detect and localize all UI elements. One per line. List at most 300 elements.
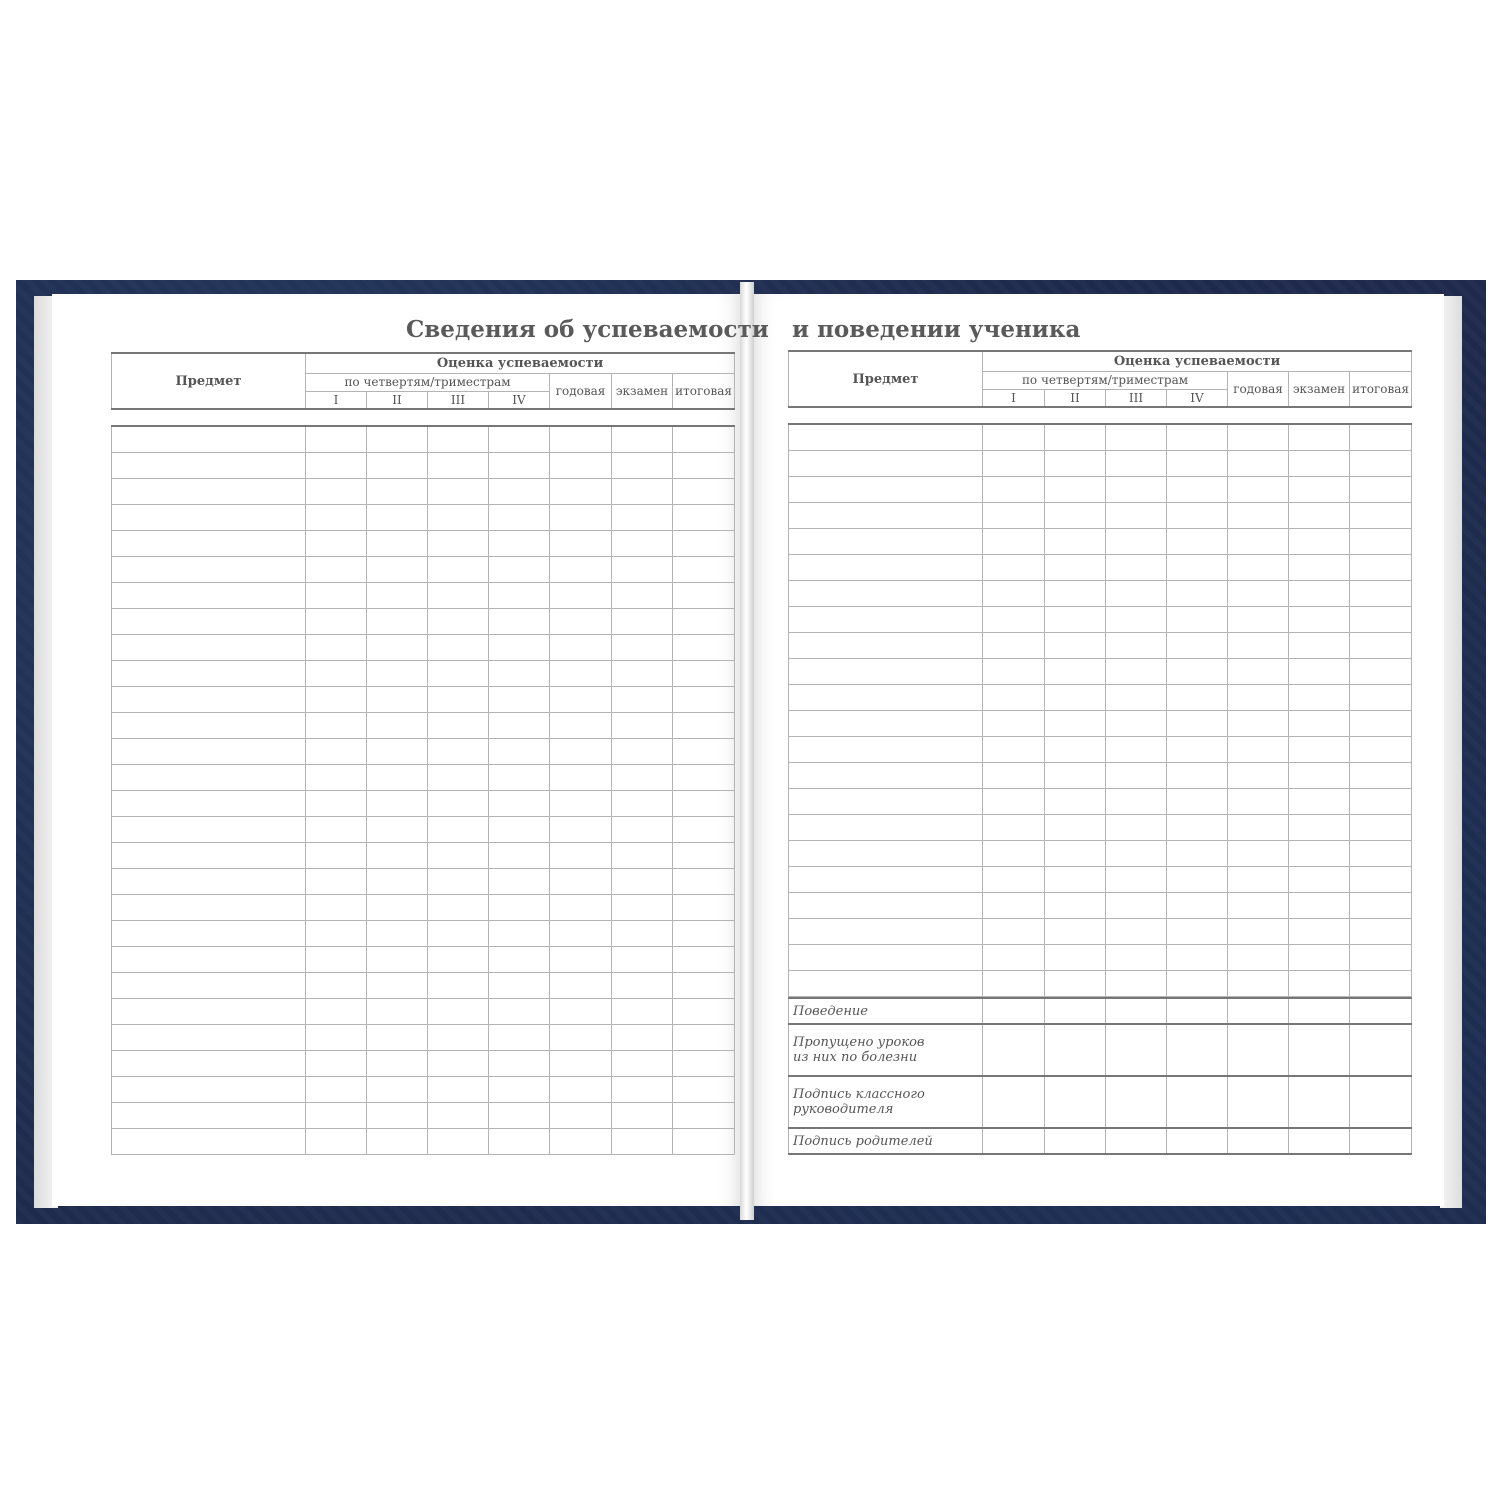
period-4-header: IV xyxy=(1167,389,1228,407)
grade-row xyxy=(112,426,735,453)
grade-cell xyxy=(1350,711,1412,737)
grade-cell xyxy=(428,505,489,531)
grade-cell xyxy=(983,529,1045,555)
grade-cell xyxy=(1167,919,1228,945)
subject-cell xyxy=(789,607,983,633)
grade-cell xyxy=(1228,737,1289,763)
grade-cell xyxy=(428,609,489,635)
grade-cell xyxy=(1289,789,1350,815)
grade-cell xyxy=(673,635,735,661)
grade-row xyxy=(112,843,735,869)
grade-cell xyxy=(550,817,612,843)
grade-cell xyxy=(1167,945,1228,971)
subject-cell xyxy=(112,1051,306,1077)
grade-cell xyxy=(428,635,489,661)
grade-cell xyxy=(1228,607,1289,633)
grade-cell xyxy=(428,583,489,609)
summary-row-missed-lessons xyxy=(789,1024,1412,1076)
grade-row xyxy=(112,765,735,791)
grade-cell xyxy=(1350,893,1412,919)
grade-row xyxy=(789,607,1412,633)
grade-cell xyxy=(1289,607,1350,633)
grade-cell xyxy=(673,687,735,713)
grade-cell xyxy=(428,557,489,583)
grade-cell xyxy=(1289,815,1350,841)
grade-cell xyxy=(489,505,550,531)
grade-cell xyxy=(673,1025,735,1051)
grade-cell xyxy=(550,843,612,869)
grade-row xyxy=(789,737,1412,763)
grade-row xyxy=(789,841,1412,867)
grade-cell xyxy=(1167,685,1228,711)
grade-cell xyxy=(306,1051,367,1077)
grade-cell xyxy=(550,713,612,739)
subject-cell xyxy=(789,424,983,451)
left-grade-grid xyxy=(111,425,735,1155)
grade-cell xyxy=(1350,555,1412,581)
grade-cell xyxy=(306,1129,367,1155)
grade-cell xyxy=(612,557,673,583)
grade-cell xyxy=(673,426,735,453)
subject-header: Предмет xyxy=(789,351,983,407)
grade-cell xyxy=(306,1077,367,1103)
period-1-header: I xyxy=(306,391,367,409)
grade-cell xyxy=(1045,893,1106,919)
grade-cell xyxy=(1106,529,1167,555)
grade-cell xyxy=(1289,685,1350,711)
grade-cell xyxy=(489,479,550,505)
grade-cell xyxy=(612,635,673,661)
grade-cell xyxy=(1045,815,1106,841)
grade-cell xyxy=(306,557,367,583)
grade-cell xyxy=(983,659,1045,685)
grade-cell xyxy=(1167,581,1228,607)
grade-cell xyxy=(612,869,673,895)
grade-cell xyxy=(612,687,673,713)
subject-cell xyxy=(112,973,306,999)
grade-cell xyxy=(612,661,673,687)
grade-row xyxy=(112,1103,735,1129)
grade-cell xyxy=(489,531,550,557)
grade-cell xyxy=(1106,815,1167,841)
grade-cell xyxy=(1228,945,1289,971)
grade-cell xyxy=(428,687,489,713)
grade-cell xyxy=(1045,841,1106,867)
period-2-header: II xyxy=(1045,389,1106,407)
grade-cell xyxy=(367,609,428,635)
grade-cell xyxy=(489,609,550,635)
grade-cell xyxy=(367,947,428,973)
grade-cell xyxy=(1350,789,1412,815)
grade-cell xyxy=(1045,451,1106,477)
grade-row xyxy=(789,477,1412,503)
right-page-title: и поведении ученика xyxy=(792,316,1081,343)
grade-cell xyxy=(489,999,550,1025)
grade-cell xyxy=(489,843,550,869)
subject-cell xyxy=(789,763,983,789)
grade-cell xyxy=(428,1025,489,1051)
grade-cell xyxy=(367,505,428,531)
grade-cell xyxy=(1350,659,1412,685)
grade-cell xyxy=(306,739,367,765)
period-3-header: III xyxy=(1106,389,1167,407)
subject-cell xyxy=(112,791,306,817)
subject-cell xyxy=(112,426,306,453)
grade-cell xyxy=(612,426,673,453)
grade-cell xyxy=(489,453,550,479)
grade-row xyxy=(112,687,735,713)
subject-cell xyxy=(112,479,306,505)
grade-cell xyxy=(1106,503,1167,529)
grade-row xyxy=(789,581,1412,607)
subject-cell xyxy=(789,711,983,737)
grade-cell xyxy=(1167,659,1228,685)
grade-cell xyxy=(367,1077,428,1103)
period-2-header: II xyxy=(367,391,428,409)
yearly-header: годовая xyxy=(550,373,612,409)
grade-row xyxy=(789,685,1412,711)
grade-cell xyxy=(612,843,673,869)
subject-cell xyxy=(112,635,306,661)
grade-row xyxy=(112,1025,735,1051)
grade-cell xyxy=(612,1077,673,1103)
grade-cell xyxy=(1228,424,1289,451)
grade-cell xyxy=(550,973,612,999)
grade-cell xyxy=(983,607,1045,633)
grade-row xyxy=(789,503,1412,529)
subject-cell xyxy=(112,453,306,479)
grade-cell xyxy=(428,843,489,869)
grade-cell xyxy=(1106,659,1167,685)
grade-cell xyxy=(1106,893,1167,919)
subject-cell xyxy=(789,789,983,815)
grade-cell xyxy=(983,789,1045,815)
grade-row xyxy=(789,763,1412,789)
grade-cell xyxy=(1350,971,1412,997)
grade-cell xyxy=(550,505,612,531)
grade-cell xyxy=(489,739,550,765)
grade-cell xyxy=(367,531,428,557)
subject-cell xyxy=(789,919,983,945)
grade-cell xyxy=(1350,841,1412,867)
grade-cell xyxy=(367,1051,428,1077)
grade-cell xyxy=(1350,815,1412,841)
grade-cell xyxy=(983,919,1045,945)
grade-row xyxy=(112,1077,735,1103)
grade-cell xyxy=(612,791,673,817)
final-header: итоговая xyxy=(673,373,735,409)
subject-cell xyxy=(789,971,983,997)
grade-cell xyxy=(673,1103,735,1129)
grade-cell xyxy=(1045,945,1106,971)
grade-cell xyxy=(306,713,367,739)
subject-cell xyxy=(112,869,306,895)
grade-cell xyxy=(428,1129,489,1155)
grade-cell xyxy=(612,1025,673,1051)
grade-cell xyxy=(1106,945,1167,971)
subject-cell xyxy=(789,659,983,685)
subject-cell xyxy=(789,555,983,581)
grade-cell xyxy=(1106,607,1167,633)
grade-cell xyxy=(367,895,428,921)
grade-cell xyxy=(367,739,428,765)
grade-cell xyxy=(1228,529,1289,555)
grade-row xyxy=(112,791,735,817)
grade-cell xyxy=(1106,477,1167,503)
grade-cell xyxy=(1289,503,1350,529)
grade-cell xyxy=(1167,555,1228,581)
grade-cell xyxy=(489,973,550,999)
grade-cell xyxy=(612,947,673,973)
grade-cell xyxy=(550,479,612,505)
grade-cell xyxy=(1045,503,1106,529)
grade-row xyxy=(789,971,1412,997)
grade-cell xyxy=(1350,424,1412,451)
grade-cell xyxy=(612,1129,673,1155)
grade-cell xyxy=(1289,633,1350,659)
subject-cell xyxy=(112,739,306,765)
grade-cell xyxy=(489,765,550,791)
grade-cell xyxy=(1167,529,1228,555)
grade-cell xyxy=(1289,763,1350,789)
grade-cell xyxy=(550,583,612,609)
grade-cell xyxy=(1228,685,1289,711)
grade-cell xyxy=(673,791,735,817)
grade-cell xyxy=(983,893,1045,919)
grade-cell xyxy=(1167,763,1228,789)
summary-label: Пропущено уроков из них по болезни xyxy=(789,1024,983,1076)
grade-cell xyxy=(489,1103,550,1129)
subject-cell xyxy=(789,867,983,893)
grade-cell xyxy=(612,999,673,1025)
grade-cell xyxy=(612,1051,673,1077)
grade-cell xyxy=(489,791,550,817)
grade-cell xyxy=(306,921,367,947)
grade-cell xyxy=(306,1025,367,1051)
grade-cell xyxy=(1167,789,1228,815)
subject-cell xyxy=(789,685,983,711)
grade-cell xyxy=(489,817,550,843)
grade-cell xyxy=(1350,607,1412,633)
grade-cell xyxy=(1106,971,1167,997)
grade-cell xyxy=(983,971,1045,997)
grade-row xyxy=(112,869,735,895)
grade-cell xyxy=(428,426,489,453)
grade-cell xyxy=(550,557,612,583)
summary-label: Поведение xyxy=(789,998,983,1024)
grade-cell xyxy=(612,1103,673,1129)
grade-cell xyxy=(612,505,673,531)
grade-group-header: Оценка успеваемости xyxy=(306,353,735,373)
grade-cell xyxy=(367,713,428,739)
grade-cell xyxy=(306,791,367,817)
grade-row xyxy=(112,635,735,661)
grade-cell xyxy=(306,453,367,479)
subject-cell xyxy=(112,609,306,635)
subject-cell xyxy=(112,843,306,869)
grade-row xyxy=(112,557,735,583)
grade-cell xyxy=(1228,867,1289,893)
subject-cell xyxy=(789,841,983,867)
right-grade-header xyxy=(788,350,1412,408)
grade-row xyxy=(112,947,735,973)
grade-row xyxy=(112,583,735,609)
right-grade-grid xyxy=(788,423,1412,997)
grade-cell xyxy=(1106,555,1167,581)
grade-cell xyxy=(673,505,735,531)
grade-cell xyxy=(673,1051,735,1077)
grade-row xyxy=(789,945,1412,971)
grade-cell xyxy=(983,737,1045,763)
grade-row xyxy=(112,531,735,557)
summary-row-parent-signature xyxy=(789,1128,1412,1154)
grade-row xyxy=(112,973,735,999)
summary-label: Подпись родителей xyxy=(789,1128,983,1154)
grade-cell xyxy=(1045,607,1106,633)
grade-cell xyxy=(428,973,489,999)
grade-cell xyxy=(1167,451,1228,477)
subject-cell xyxy=(112,817,306,843)
grade-cell xyxy=(367,426,428,453)
grade-cell xyxy=(1167,633,1228,659)
grade-cell xyxy=(550,895,612,921)
subject-cell xyxy=(112,687,306,713)
grade-cell xyxy=(983,451,1045,477)
grade-cell xyxy=(673,765,735,791)
left-page-title: Сведения об успеваемости xyxy=(406,316,769,343)
grade-row xyxy=(789,919,1412,945)
grade-cell xyxy=(550,947,612,973)
grade-cell xyxy=(1228,659,1289,685)
grade-cell xyxy=(1167,424,1228,451)
grade-cell xyxy=(489,635,550,661)
grade-cell xyxy=(1228,893,1289,919)
grade-cell xyxy=(1045,737,1106,763)
grade-cell xyxy=(1167,607,1228,633)
grade-cell xyxy=(1167,737,1228,763)
grade-cell xyxy=(673,713,735,739)
grade-cell xyxy=(1045,529,1106,555)
grade-cell xyxy=(1045,763,1106,789)
grade-cell xyxy=(489,947,550,973)
grade-cell xyxy=(1228,451,1289,477)
grade-cell xyxy=(673,661,735,687)
subject-cell xyxy=(112,947,306,973)
grade-cell xyxy=(550,1129,612,1155)
grade-cell xyxy=(1228,971,1289,997)
grade-cell xyxy=(1106,763,1167,789)
grade-cell xyxy=(489,557,550,583)
grade-cell xyxy=(550,635,612,661)
period-1-header: I xyxy=(983,389,1045,407)
subject-cell xyxy=(112,921,306,947)
grade-cell xyxy=(306,947,367,973)
grade-row xyxy=(112,999,735,1025)
grade-cell xyxy=(367,557,428,583)
grade-cell xyxy=(428,713,489,739)
grade-cell xyxy=(1350,945,1412,971)
exam-header: экзамен xyxy=(612,373,673,409)
grade-cell xyxy=(367,817,428,843)
grade-cell xyxy=(367,765,428,791)
grade-cell xyxy=(1228,711,1289,737)
grade-cell xyxy=(1106,737,1167,763)
grade-cell xyxy=(1045,685,1106,711)
grade-cell xyxy=(489,1077,550,1103)
book-spine xyxy=(740,282,754,1220)
grade-row xyxy=(112,1051,735,1077)
subject-cell xyxy=(112,765,306,791)
grade-cell xyxy=(1350,451,1412,477)
grade-cell xyxy=(612,609,673,635)
grade-cell xyxy=(489,687,550,713)
grade-cell xyxy=(673,947,735,973)
grade-cell xyxy=(550,426,612,453)
grade-cell xyxy=(1167,711,1228,737)
grade-cell xyxy=(367,791,428,817)
grade-cell xyxy=(1289,841,1350,867)
grade-cell xyxy=(1289,711,1350,737)
grade-cell xyxy=(673,1077,735,1103)
grade-cell xyxy=(1289,424,1350,451)
grade-cell xyxy=(1350,477,1412,503)
grade-cell xyxy=(306,765,367,791)
grade-cell xyxy=(489,869,550,895)
grade-cell xyxy=(367,479,428,505)
grade-cell xyxy=(489,583,550,609)
subject-cell xyxy=(112,1129,306,1155)
grade-cell xyxy=(983,685,1045,711)
grade-cell xyxy=(1289,581,1350,607)
grade-cell xyxy=(1350,503,1412,529)
grade-cell xyxy=(306,869,367,895)
grade-cell xyxy=(1106,581,1167,607)
grade-row xyxy=(789,711,1412,737)
grade-cell xyxy=(428,921,489,947)
grade-cell xyxy=(428,453,489,479)
grade-cell xyxy=(1045,971,1106,997)
grade-row xyxy=(789,867,1412,893)
subject-cell xyxy=(112,1025,306,1051)
grade-cell xyxy=(367,1103,428,1129)
grade-cell xyxy=(612,479,673,505)
grade-cell xyxy=(306,999,367,1025)
grade-cell xyxy=(489,661,550,687)
yearly-header: годовая xyxy=(1228,371,1289,407)
grade-cell xyxy=(550,1077,612,1103)
grade-cell xyxy=(428,895,489,921)
grade-row xyxy=(112,739,735,765)
grade-row xyxy=(112,817,735,843)
grade-cell xyxy=(1167,815,1228,841)
grade-row xyxy=(789,529,1412,555)
grade-cell xyxy=(612,713,673,739)
grade-cell xyxy=(306,505,367,531)
grade-row xyxy=(789,424,1412,451)
grade-cell xyxy=(306,817,367,843)
subject-cell xyxy=(789,893,983,919)
grade-cell xyxy=(612,817,673,843)
grade-cell xyxy=(983,477,1045,503)
grade-cell xyxy=(428,1051,489,1077)
grade-cell xyxy=(1228,633,1289,659)
grade-cell xyxy=(1289,477,1350,503)
grade-cell xyxy=(612,739,673,765)
grade-cell xyxy=(983,815,1045,841)
grade-cell xyxy=(489,713,550,739)
subject-cell xyxy=(789,451,983,477)
grade-cell xyxy=(1045,477,1106,503)
